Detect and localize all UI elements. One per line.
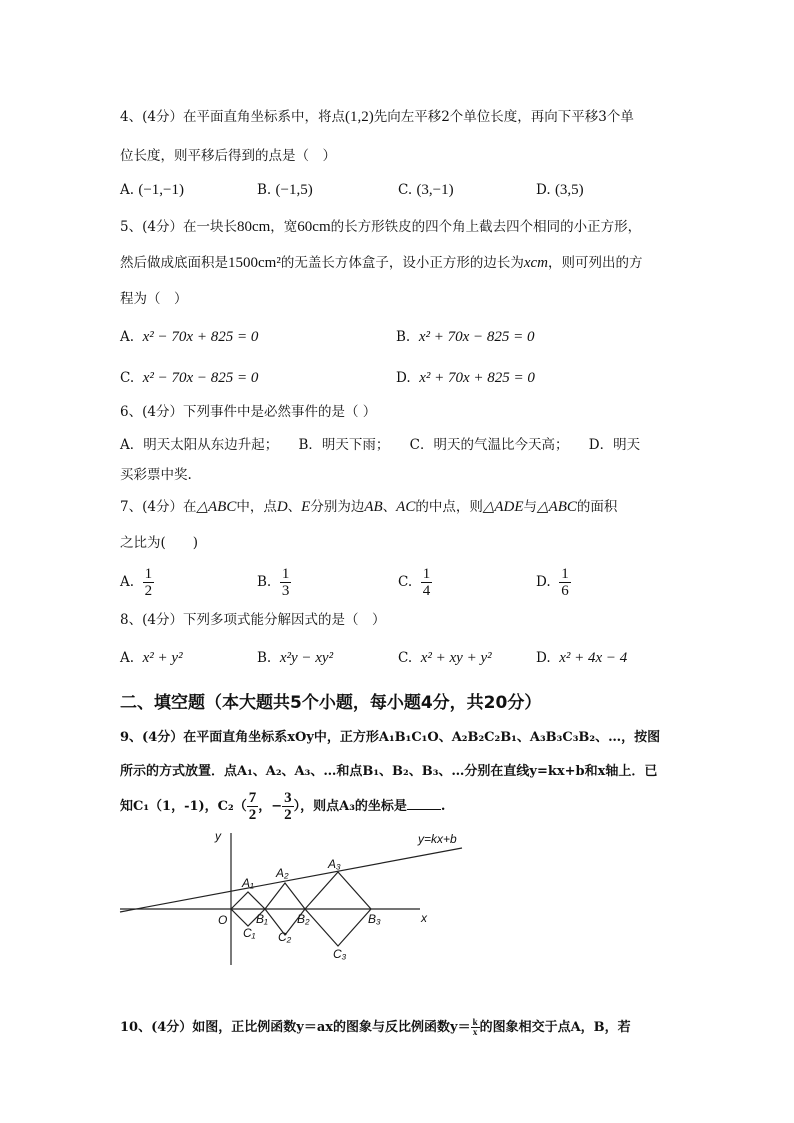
q8-option-c[interactable]: C. x² + xy + y² [398,650,492,666]
q8-option-b[interactable]: B. x²y − xy² [257,650,334,666]
q6-line1: 6、(4分）下列事件中是必然事件的是（ ） [120,404,377,420]
q8-option-d[interactable]: D. x² + 4x − 4 [536,650,628,666]
q9-line2: 所示的方式放置．点A₁、A₂、A₃、…和点B₁、B₂、B₃、…分别在直线y=kx+b和x轴上．已 [120,764,658,779]
q8-option-a[interactable]: A. x² + y² [120,650,183,666]
label-c2: C₂ [278,930,292,944]
q5-option-c[interactable]: C. x² − 70x − 825 = 0 [120,370,259,386]
origin-label: O [218,913,228,927]
label-b3: B₃ [368,912,381,926]
q5-option-a[interactable]: A. x² − 70x + 825 = 0 [120,329,259,345]
q10-line1: 10、(4分）如图，正比例函数y＝ax的图象与反比例函数y＝ $\frac{k}{x}$ 的图象相交于点A，B，若 [120,1017,631,1037]
k-over-x: $\frac{k}{x}$ [472,1017,478,1037]
q5-line1: 5、(4分）在一块长80cm，宽60cm的长方形铁皮的四个角上截去四个相同的小正方形， [120,219,642,235]
q5-line2: 然后做成底面积是1500cm²的无盖长方体盒子，设小正方形的边长为xcm，则可列出的方 [120,255,643,271]
label-c1: C₁ [243,926,256,940]
q7-line1: 7、(4分）在△ABC中，点D、E分别为边AB、AC的中点，则△ADE与△ABC的面积 [120,499,618,515]
c2-x-fraction: $\frac{7}{2}$ [248,790,257,823]
q5-option-b[interactable]: B. x² + 70x − 825 = 0 [396,329,535,345]
q5-option-d[interactable]: D. x² + 70x + 825 = 0 [396,370,535,386]
label-a2: A₂ [276,866,289,880]
y-axis-label: y [215,829,221,843]
label-b2: B₂ [297,912,310,926]
x-axis-label: x [421,911,427,925]
q4-option-d[interactable]: D. (3,5) [536,182,584,198]
label-c3: C₃ [333,947,347,961]
line-ykxb [120,848,462,912]
q7-option-b[interactable]: B. $\frac{1}{3}$ [257,566,290,599]
q7-option-d[interactable]: D. $\frac{1}{6}$ [536,566,569,599]
q4-line1: 4、(4分）在平面直角坐标系中，将点(1,2)先向左平移2个单位长度，再向下平移3个单 [120,109,634,125]
label-b1: B₁ [256,912,268,926]
q8-line1: 8、(4分）下列多项式能分解因式的是（ ） [120,612,386,628]
q4-option-c[interactable]: C. (3,−1) [398,182,454,198]
q6-options-line[interactable]: A．明天太阳从东边升起； B．明天下雨； C．明天的气温比今天高； D．明天 [120,437,641,453]
q9-line3: 知C₁（1，-1)，C₂（ $\frac{7}{2}$ ，− $\frac{3}{2}$ ），则点A₃的坐标是 . [120,790,446,823]
q9-line1: 9、(4分）在平面直角坐标系xOy中，正方形A₁B₁C₁O、A₂B₂C₂B₁、A₃B₃C₃B₂、…，按图 [120,730,661,745]
q6-line3: 买彩票中奖. [120,467,192,483]
q7-option-c[interactable]: C. $\frac{1}{4}$ [398,566,431,599]
q4-line2: 位长度，则平移后得到的点是（ ） [120,148,336,164]
q5-line3: 程为（ ） [120,291,188,307]
q4-option-a[interactable]: A. (−1,−1) [120,182,185,198]
q4-point: (1,2) [344,109,374,125]
section-heading: 二、填空题（本大题共5个小题，每小题4分，共20分） [120,693,542,713]
label-a1: A₁ [242,876,254,890]
q4-option-b[interactable]: B. (−1,5) [257,182,313,198]
label-a3: A₃ [328,857,341,871]
c2-y-fraction: $\frac{3}{2}$ [284,790,292,823]
line-label: y=kx+b [418,832,457,846]
q7-option-a[interactable]: A. $\frac{1}{2}$ [120,566,153,599]
q7-line2: 之比为( ) [120,535,199,551]
